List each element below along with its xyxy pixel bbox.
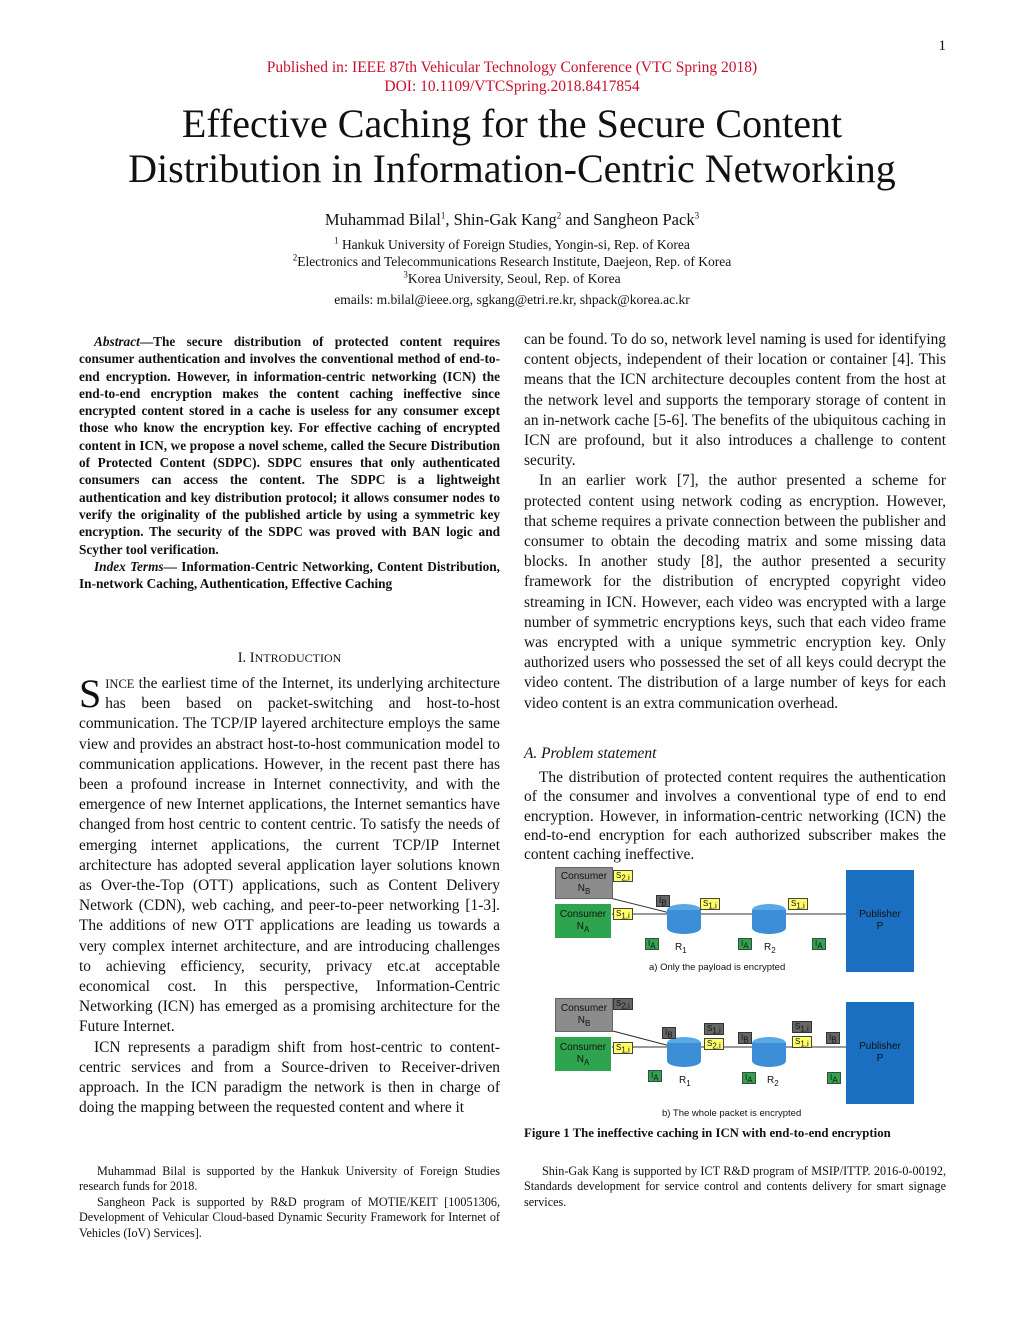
section-heading-rest: NTRODUCTION: [254, 651, 342, 665]
tag-s2: $S_{2,i}$: [704, 1038, 724, 1050]
tag-s1: $S_{1,i}$: [613, 908, 633, 920]
tag-ia: $I_A$: [648, 1070, 662, 1082]
intro-left-column: [79, 671, 500, 1118]
tag-s2: $S_{2,i}$: [613, 870, 633, 882]
author-3-sup: 3: [694, 210, 700, 221]
consumer-a-n: N: [576, 921, 584, 932]
tag-s1: $S_{1,i}$: [613, 1042, 633, 1054]
tag-ia: $I_A$: [645, 938, 659, 950]
figure-1: [524, 862, 946, 1124]
intro-lead: INCE: [105, 677, 135, 691]
consumer-b-box: [555, 867, 613, 899]
router-1-label: $R_1$: [679, 1075, 691, 1088]
author-1: Muhammad Bilal: [324, 210, 441, 229]
intro-right-column: [524, 330, 946, 714]
aff1-sup: 1: [334, 235, 339, 246]
tag-s1: $S_{1,i}$: [792, 1021, 812, 1033]
intro-para-1: the earliest time of the Internet, its underlying architecture has been based on packet-switching and host-to-host communication. The TCP/IP layered architecture employs the same view and provides an abstract host-to-host communication model to communication applications. However, in the recent past there has been a profound increase in Internet connectivity, and with the emergence of new Internet applications, the Internet semantics have changed from host centric to content centric. To satisfy the needs of emerging internet applications, the current TCP/IP Internet architecture has adopted several application layer solutions known as Over-the-Top (OTT) applications, such as Content Delivery Network (CDN), web caching, and peer-to-peer networking [1-3]. The additions of new OTT applications are leading us towards a very complex internet architecture, and are introducing challenges to achieving efficiency, security, privacy etc.at acceptable economical cost. In this perspective, Information-Centric Networking (ICN) has emerged as a promising architecture for the Future Internet.: [79, 675, 500, 1036]
abstract-label: Abstract: [94, 334, 140, 349]
affiliation-3: [0, 270, 1024, 287]
footnote-1: Muhammad Bilal is supported by the Hankuk University of Foreign Studies research funds for 2018.: [79, 1164, 500, 1194]
consumer-b-label: Consumer: [560, 871, 608, 882]
figure-caption-a: a) Only the payload is encrypted: [649, 962, 786, 973]
publisher-box: [846, 870, 914, 972]
emails: emails: m.bilal@ieee.org, sgkang@etri.re.kr, shpack@korea.ac.kr: [334, 292, 690, 307]
author-2: , Shin-Gak Kang: [445, 210, 557, 229]
section-number: I.: [237, 650, 250, 666]
figure-1-caption: Figure 1 The ineffective caching in ICN with end-to-end encryption: [524, 1126, 891, 1140]
consumer-b-n: N: [577, 883, 585, 894]
abstract-text: —The secure distribution of protected content requires consumer authentication and involves the conventional method of end-to-end encryption. However, in information-centric networking (ICN) the end-to-end encryption makes the content caching ineffective since encrypted content stored in a cache is useless for any consumer except those who know the encryption key. For effective caching of encrypted content in ICN, we propose a novel scheme, called the Secure Distribution of Protected Content (SDPC). SDPC ensures that only authenticated consumers can access the content. The SDPC is a lightweight authentication and key distribution protocol; it allows consumer nodes to verify the originality of the published article by using a symmetric key encryption. The security of the SDPC was proved with BAN logic and Scyther tool verification.: [79, 334, 500, 557]
aff2-sup: 2: [292, 252, 298, 263]
router-icon: [667, 1037, 701, 1067]
consumer-a-box: [555, 904, 611, 938]
subsection-heading-problem-statement: A. Problem statement: [524, 745, 657, 762]
footnote-3: Shin-Gak Kang is supported by ICT R&D program of MSIP/ITTP. 2016-0-00192, Standards development for service control and contents delivery for smart signage services.: [524, 1164, 946, 1209]
author-2-sup: 2: [556, 210, 562, 221]
aff2-text: Electronics and Telecommunications Research Institute, Daejeon, Rep. of Korea: [297, 254, 732, 269]
figure-caption-b: b) The whole packet is encrypted: [662, 1108, 802, 1119]
index-terms-label: Index Terms: [94, 558, 164, 574]
tag-s1: $S_{1,i}$: [704, 1023, 724, 1035]
tag-s1: $S_{1,i}$: [792, 1036, 812, 1048]
doi-line: DOI: 10.1109/VTCSpring.2018.8417854: [384, 78, 640, 95]
section-heading-introduction: [79, 650, 500, 667]
tag-s1: $S_{1,i}$: [788, 898, 808, 910]
author-1-sup: 1: [440, 210, 446, 221]
abstract: [79, 333, 500, 592]
tag-ib: $I_B$: [738, 1032, 752, 1044]
aff3-sup: 3: [403, 269, 408, 280]
router-icon: [667, 904, 701, 934]
publisher-box: Publisher P: [846, 1002, 914, 1104]
footnotes-right: [524, 1164, 946, 1210]
tag-ib: $I_B$: [826, 1032, 840, 1044]
authors: [0, 210, 1024, 230]
router-1-label: $R_1$: [675, 942, 687, 955]
tag-ia: $I_A$: [738, 938, 752, 950]
author-3: and Sangheon Pack: [561, 210, 695, 229]
tag-ia: $I_A$: [742, 1072, 756, 1084]
affiliation-2: [0, 253, 1024, 270]
tag-ia: $I_A$: [812, 938, 826, 950]
publisher-sub: P: [876, 921, 884, 932]
consumer-a-label: Consumer: [559, 909, 607, 920]
tag-ib: $I_B$: [656, 895, 670, 907]
intro-para-2: ICN represents a paradigm shift from host-centric to content-centric services and from a Source-driven to Receiver-driven approach. In the ICN paradigm the network is then in charge of doing the mapping between the requested content and where it: [79, 1038, 500, 1117]
intro-para-4: In an earlier work [7], the author presented a scheme for protected content using network coding as encryption. However, that scheme requires a private connection between the publisher and consumer to obtain the decoding matrix and some missing data blocks. In another study [8], the author presented a security framework for the distribution of encrypted copyright video streaming in ICN. However, each video was encrypted with a large number of symmetric encryptions keys, such that each video frame was encrypted with a unique symmetric encryption key. Only authorized users who possessed the set of all keys could decrypt the video content. The distribution of a large number of keys for each video content is an extra communication overhead.: [524, 472, 946, 712]
tag-s1: $S_{1,i}$: [700, 898, 720, 910]
consumer-b-box: Consumer $N_B$: [555, 998, 613, 1032]
problem-statement-para: The distribution of protected content requires the authentication of the consumer and involves a conventional type of end to end encryption. However, in information-centric networking (ICN) the end-to-end encryption for each authorized subscriber makes the content caching ineffective.: [524, 769, 946, 864]
dropcap: S: [79, 671, 102, 716]
index-terms-text: — Information-Centric Networking, Content Distribution, In-network Caching, Authentication, Effective Caching: [79, 558, 500, 592]
router-2-label: $R_2$: [764, 942, 776, 955]
router-icon: [752, 904, 786, 934]
consumer-a-n-sub: A: [583, 925, 590, 934]
publisher-label: Publisher: [859, 909, 901, 920]
title-line-1: Effective Caching for the Secure Content: [181, 101, 843, 146]
tag-ib: $I_B$: [662, 1027, 676, 1039]
footnote-2: Sangheon Pack is supported by R&D program of MOTIE/KEIT [10051306, Development of Vehicular Cloud-based Dynamic Security Framework for Internet of Vehicles (IoV) Services].: [79, 1194, 500, 1240]
section-heading-first: I: [249, 650, 255, 666]
title-line-2: Distribution in Information-Centric Networking: [128, 146, 896, 191]
consumer-b-n-sub: B: [584, 887, 591, 896]
tag-ia: $I_A$: [827, 1072, 841, 1084]
consumer-a-box: Consumer $N_A$: [555, 1037, 611, 1071]
router-2-label: $R_2$: [767, 1075, 779, 1088]
page-number: 1: [938, 38, 946, 54]
problem-statement-text: [524, 768, 946, 864]
aff3-text: Korea University, Seoul, Rep. of Korea: [407, 271, 621, 286]
published-line: Published in: IEEE 87th Vehicular Technology Conference (VTC Spring 2018): [266, 59, 758, 76]
affiliation-1: [0, 236, 1024, 253]
intro-para-3: can be found. To do so, network level naming is used for identifying content objects, independent of their location or container [4]. This means that the ICN architecture decouples content from the host at the network level and supports the temporary storage of content in an in-network cache [5-6]. The benefits of the ubiquitous caching in ICN are profound, but it also introduces a challenge to content security.: [524, 331, 946, 470]
router-icon: [752, 1037, 786, 1067]
aff1-text: Hankuk University of Foreign Studies, Yongin-si, Rep. of Korea: [338, 237, 690, 252]
footnotes-left: [79, 1164, 500, 1241]
tag-s2: $S_{2,i}$: [613, 998, 633, 1010]
